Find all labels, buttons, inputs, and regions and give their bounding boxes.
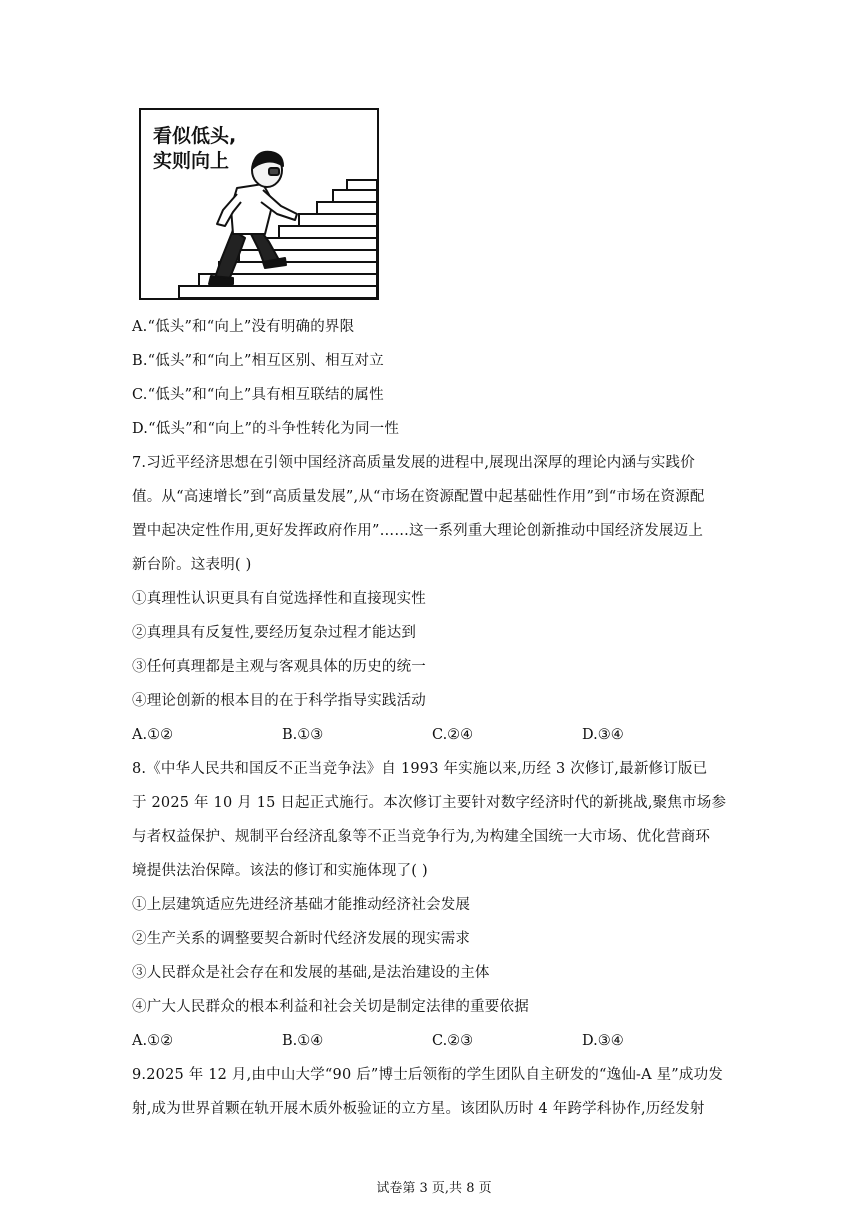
q7-statement-3: ③任何真理都是主观与客观具体的历史的统一 xyxy=(132,659,426,675)
q7-statement-4: ④理论创新的根本目的在于科学指导实践活动 xyxy=(132,693,426,709)
cartoon-caption xyxy=(153,124,236,174)
q7-choice-a: A.①② xyxy=(132,727,174,743)
q6-option-b: B.“低头”和“向上”相互区别、相互对立 xyxy=(132,353,384,369)
q6-option-a: A.“低头”和“向上”没有明确的界限 xyxy=(132,319,355,335)
q8-choice-a: A.①② xyxy=(132,1033,174,1049)
q8-statement-1: ①上层建筑适应先进经济基础才能推动经济社会发展 xyxy=(132,897,471,913)
q8-choice-c: C.②③ xyxy=(432,1033,474,1049)
q8-choice-b: B.①④ xyxy=(282,1033,324,1049)
q8-stem-line: 境提供法治保障。该法的修订和实施体现了( ) xyxy=(132,863,428,879)
q7-stem-line: 置中起决定性作用,更好发挥政府作用”……这一系列重大理论创新推动中国经济发展迈上 xyxy=(132,523,704,539)
q7-choice-d: D.③④ xyxy=(582,727,624,743)
q8-stem-line: 于 2025 年 10 月 15 日起正式施行。本次修订主要针对数字经济时代的新挑战,聚焦市场参 xyxy=(132,795,727,811)
cartoon-illustration xyxy=(139,108,379,300)
q7-stem-line: 值。从“高速增长”到“高质量发展”,从“市场在资源配置中起基础性作用”到“市场在资源配 xyxy=(132,489,705,505)
q7-stem-line: 新台阶。这表明( ) xyxy=(132,557,252,573)
q7-choice-b: B.①③ xyxy=(282,727,324,743)
q8-statement-2: ②生产关系的调整要契合新时代经济发展的现实需求 xyxy=(132,931,471,947)
q8-statement-3: ③人民群众是社会存在和发展的基础,是法治建设的主体 xyxy=(132,965,490,981)
q6-option-d: D.“低头”和“向上”的斗争性转化为同一性 xyxy=(132,421,400,437)
q9-stem-line: 9.2025 年 12 月,由中山大学“90 后”博士后领衔的学生团队自主研发的“逸仙-A 星”成功发 xyxy=(132,1067,724,1083)
q8-stem-line: 与者权益保护、规制平台经济乱象等不正当竞争行为,为构建全国统一大市场、优化营商环 xyxy=(132,829,711,845)
page-footer: 试卷第 3 页,共 8 页 xyxy=(376,1181,492,1196)
q8-statement-4: ④广大人民群众的根本利益和社会关切是制定法律的重要依据 xyxy=(132,999,529,1015)
q7-stem-line: 7.习近平经济思想在引领中国经济高质量发展的进程中,展现出深厚的理论内涵与实践价 xyxy=(132,455,695,471)
cartoon-caption-line1: 看似低头, xyxy=(153,125,237,147)
q8-stem-line: 8.《中华人民共和国反不正当竞争法》自 1993 年实施以来,历经 3 次修订,最新修订版已 xyxy=(132,761,708,777)
q6-option-c: C.“低头”和“向上”具有相互联结的属性 xyxy=(132,387,384,403)
q8-choice-d: D.③④ xyxy=(582,1033,624,1049)
q9-stem-line: 射,成为世界首颗在轨开展木质外板验证的立方星。该团队历时 4 年跨学科协作,历经发射 xyxy=(132,1101,705,1117)
cartoon-caption-line2: 实则向上 xyxy=(153,150,230,172)
q7-statement-1: ①真理性认识更具有自觉选择性和直接现实性 xyxy=(132,591,426,607)
q7-statement-2: ②真理具有反复性,要经历复杂过程才能达到 xyxy=(132,625,417,641)
q7-choice-c: C.②④ xyxy=(432,727,474,743)
